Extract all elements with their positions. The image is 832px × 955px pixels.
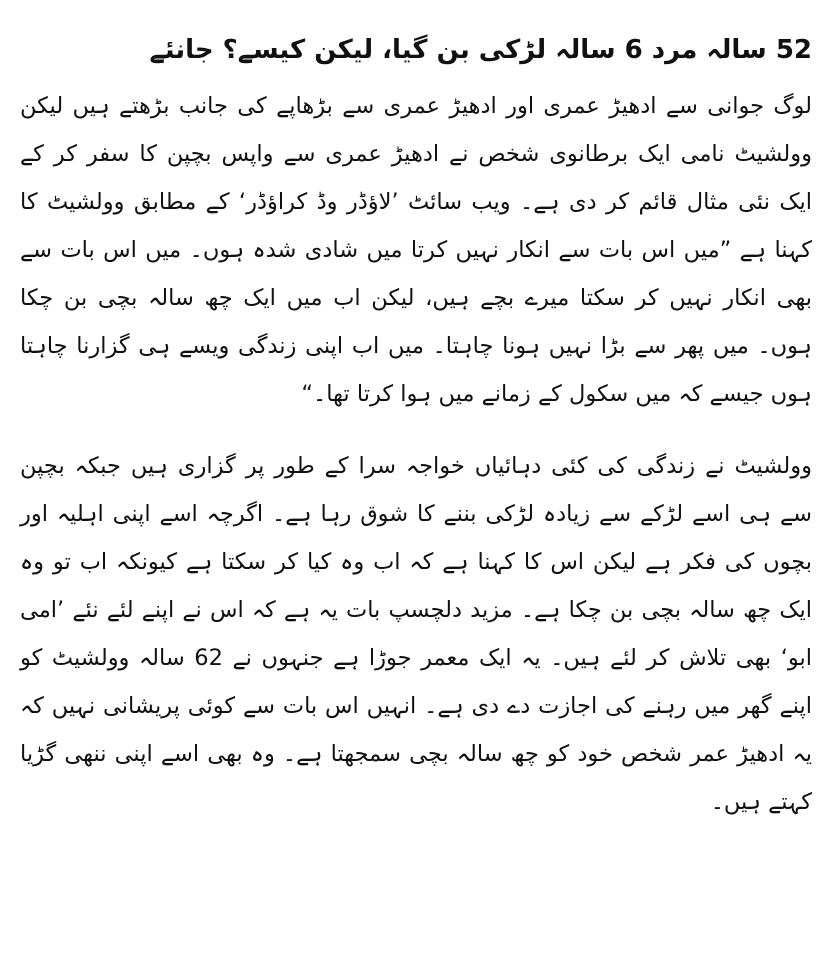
article-paragraph-2: وولشیٹ نے زندگی کی کئی دہائیاں خواجہ سرا کے طور پر گزاری ہیں جبکہ بچپن سے ہی اسے لڑکے سے زیادہ لڑکی بننے کا شوق رہا ہے۔ اگرچہ اسے اپنی اہلیہ اور بچوں کی فکر ہے لیکن اس کا کہنا ہے کہ اب وہ کیا کر سکتا ہے کیونکہ اب تو وہ ایک چھ سالہ بچی بن چکا ہے۔ مزید دلچسپ بات یہ ہے کہ اس نے اپنے لئے نئے ’امی ابو‘ بھی تلاش کر لئے ہیں۔ یہ ایک معمر جوڑا ہے جنہوں نے 62 سالہ وولشیٹ کو اپنے گھر میں رہنے کی اجازت دے دی ہے۔ انہیں اس بات سے کوئی پریشانی نہیں کہ یہ ادھیڑ عمر شخص خود کو چھ سالہ بچی سمجھتا ہے۔ وہ بھی اسے اپنی ننھی گڑیا کہتے ہیں۔: [20, 453, 812, 815]
article-headline: 52 سالہ مرد 6 سالہ لڑکی بن گیا، لیکن کیسے؟ جانئے: [149, 35, 812, 65]
article-paragraph-1: لوگ جوانی سے ادھیڑ عمری اور ادھیڑ عمری سے بڑھاپے کی جانب بڑھتے ہیں لیکن وولشیٹ نامی ایک برطانوی شخص نے ادھیڑ عمری سے واپس بچپن کا سفر کر کے ایک نئی مثال قائم کر دی ہے۔ ویب سائٹ ’لاؤڈر وڈ کراؤڈر‘ کے مطابق وولشیٹ کا کہنا ہے ”میں اس بات سے انکار نہیں کرتا میں شادی شدہ ہوں۔ میں اس بات سے بھی انکار نہیں کر سکتا میرے بچے ہیں، لیکن اب میں ایک چھ سالہ بچی بن چکا ہوں۔ میں پھر سے بڑا نہیں ہونا چاہتا۔ میں اب اپنی زندگی ویسے ہی گزارنا چاہتا ہوں جیسے کہ میں سکول کے زمانے میں ہوا کرتا تھا۔“: [20, 93, 812, 407]
paragraph-spacer: [20, 418, 812, 442]
